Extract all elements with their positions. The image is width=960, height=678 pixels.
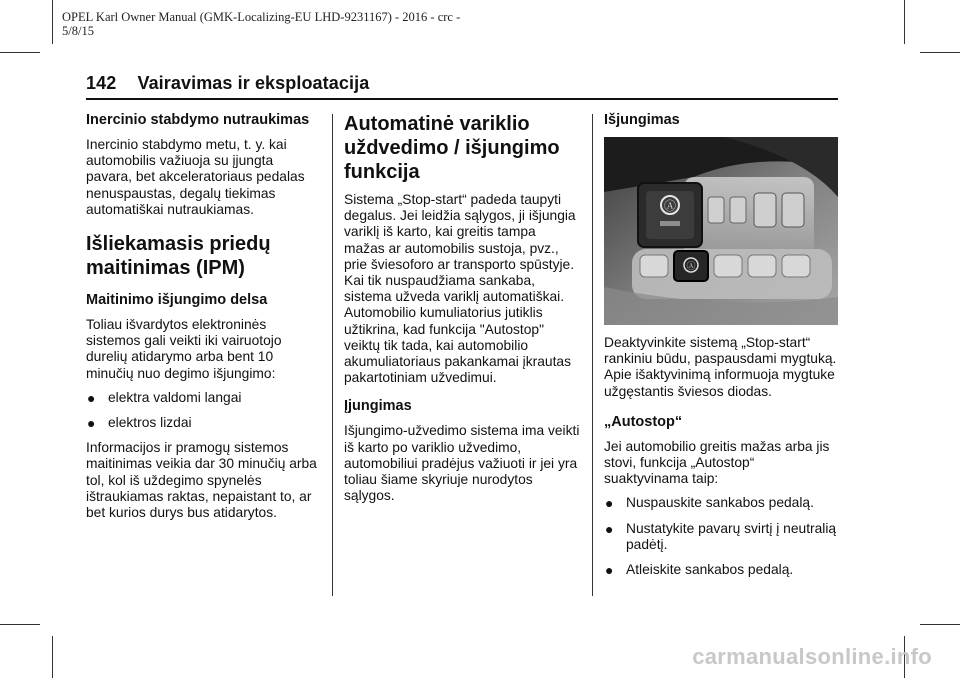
print-metadata — [62, 10, 542, 38]
header-rule — [86, 98, 838, 100]
paragraph: Jei automobilio greitis mažas arba jis stovi, funkcija „Autostop“ suaktyvinama taip: — [604, 438, 830, 487]
print-metadata-line: 5/8/15 — [62, 24, 94, 38]
paragraph: Inercinio stabdymo metu, t. y. kai automobilis važiuoja su įjungta pavara, bet akceleratoriaus pedalas nenuspaustas, degalų tiekimas automatiškai nutraukiamas. — [86, 137, 305, 217]
section-heading: Inercinio stabdymo nutraukimas — [86, 112, 310, 128]
subsection-heading: Įjungimas — [344, 398, 412, 415]
list-item-text: Nustatykite pavarų svirtį į neutralią padėtį. — [626, 520, 837, 552]
list-item-text: elektros lizdai — [108, 415, 192, 431]
paragraph: Išjungimo-užvedimo sistema ima veikti iš karto po variklio užvedimo, automobiliui pradėjus važiuoti ir jei yra toliau šiame skyriuje nurodytos sąlygos. — [344, 423, 580, 504]
crop-mark — [0, 52, 40, 53]
watermark: carmanualsonline.info — [692, 644, 932, 669]
subsection-heading: „Autostop“ — [604, 413, 683, 430]
bullet: ● — [87, 389, 96, 406]
page-header — [86, 73, 369, 94]
page-number: 142 — [86, 73, 117, 93]
crop-mark — [904, 0, 905, 44]
crop-mark — [920, 624, 960, 625]
section-heading: Išliekamasis priedų maitinimas (IPM) — [86, 233, 271, 280]
crop-mark — [52, 636, 53, 678]
list-item-text: Atleiskite sankabos pedalą. — [626, 562, 794, 578]
list-item-text: elektra valdomi langai — [108, 389, 242, 405]
column-2 — [344, 112, 580, 512]
bullet: ● — [605, 495, 614, 512]
list-item — [86, 390, 322, 406]
stop-start-button-photo — [604, 137, 838, 325]
crop-mark — [0, 624, 40, 625]
chapter-title: Vairavimas ir eksploatacija — [137, 73, 370, 93]
crop-mark — [52, 0, 53, 44]
bullet: ● — [605, 520, 614, 537]
list-item — [86, 415, 322, 431]
auto-stop-icon: Ⓐ — [686, 262, 696, 272]
list-item — [604, 495, 840, 511]
list-item — [604, 562, 840, 578]
bullet: ● — [605, 562, 614, 579]
auto-stop-icon: Ⓐ — [663, 199, 677, 213]
subsection-heading: Maitinimo išjungimo delsa — [86, 292, 268, 309]
list-item-text: Nuspauskite sankabos pedalą. — [626, 495, 814, 511]
column-3 — [604, 112, 840, 587]
column-1 — [86, 112, 322, 529]
print-metadata-line: OPEL Karl Owner Manual (GMK-Localizing-EU LHD-9231167) - 2016 - crc - — [62, 10, 461, 24]
paragraph: Sistema „Stop-start“ padeda taupyti degalus. Jei leidžia sąlygos, ji išjungia variklį iš karto, kai greitis tampa mažas ar automobilis sustoja, pvz., prie šviesoforo ar transporto spūstyje. Kai tik nuspaudžiama sankaba, sistema užveda variklį automatiškai. Automobilio kumuliatorius jutiklis užtikrina, kad funkcija "Autostop" veiktų tik tada, kai automobilio akumuliatoriaus pakankamai įkrautas pakartotiniam užvedimui. — [344, 192, 576, 386]
column-divider — [592, 114, 593, 596]
section-heading: Išjungimas — [604, 112, 680, 128]
section-heading: Automatinė variklio uždvedimo / išjungimo funkcija — [344, 113, 560, 183]
list-item — [604, 521, 840, 553]
crop-mark — [920, 52, 960, 53]
paragraph: Informacijos ir pramogų sistemos maitinimas veikia dar 30 minučių arba tol, kol iš uždegimo spynelės ištraukiamas raktas, nepaistant to, ar bet kurios durys bus atidarytos. — [86, 440, 317, 521]
column-divider — [332, 114, 333, 596]
paragraph: Deaktyvinkite sistemą „Stop-start“ rankiniu būdu, paspausdami mygtuką. Apie išaktyvinimą informuoja mygtuke užgęstantis šviesos diodas. — [604, 335, 837, 399]
bullet: ● — [87, 415, 96, 432]
paragraph: Toliau išvardytos elektroninės sistemos gali veikti iki vairuotojo durelių atidarymo arba bent 10 minučių nuo degimo išjungimo: — [86, 317, 282, 381]
